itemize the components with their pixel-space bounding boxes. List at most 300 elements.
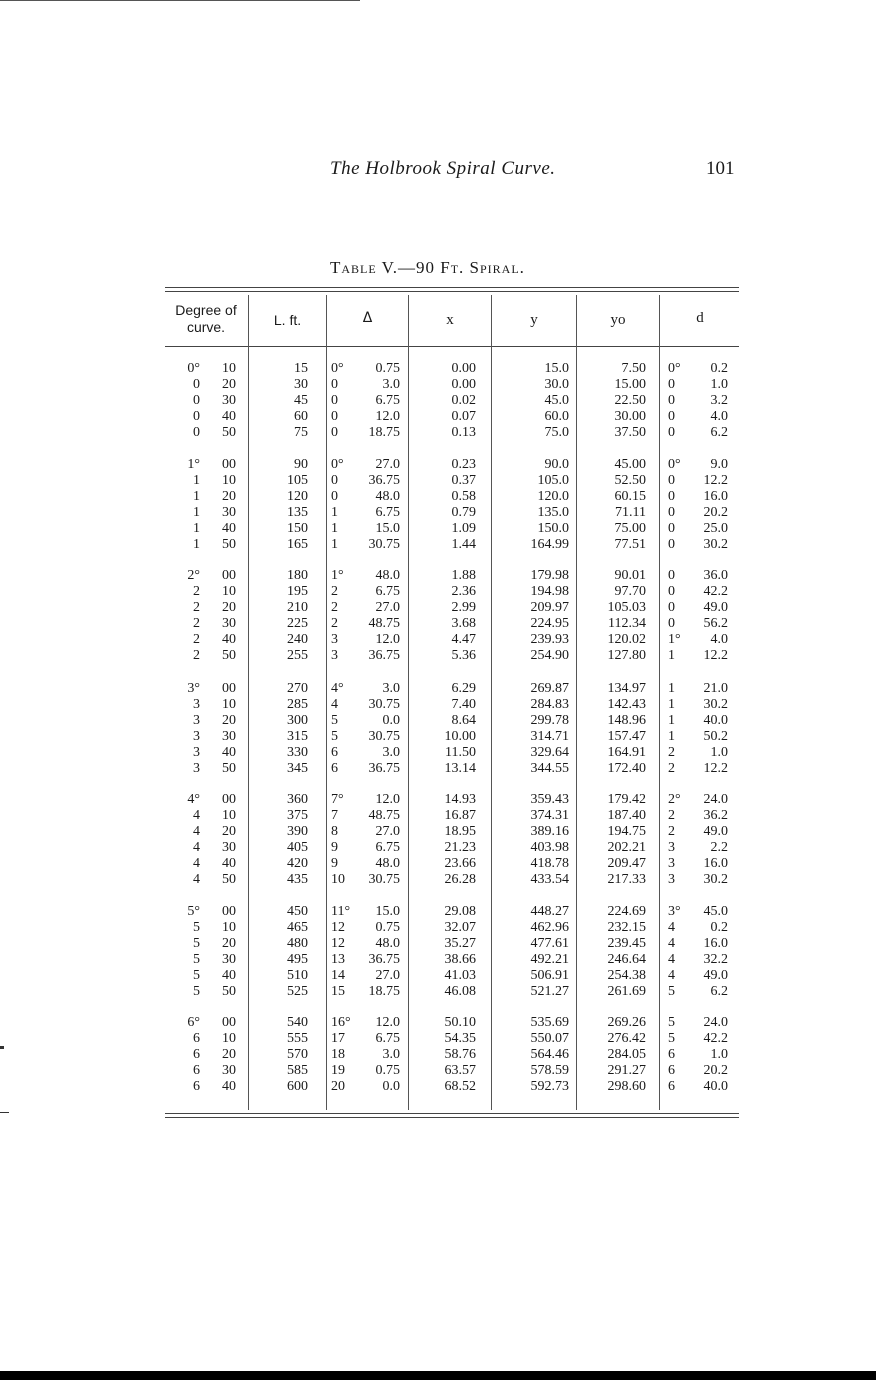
cell-delta-min: 0.75 xyxy=(375,1062,400,1078)
cell-d-deg: 0° xyxy=(668,361,681,376)
cell-x: 14.93 xyxy=(444,792,476,807)
cell-x: 50.10 xyxy=(444,1015,476,1030)
cell-y: 60.0 xyxy=(544,408,569,424)
cell-deg: 4 xyxy=(193,807,200,823)
cell-yo: 105.03 xyxy=(607,599,646,615)
cell-d-deg: 3 xyxy=(668,839,675,855)
cell-min: 20 xyxy=(222,1046,236,1062)
cell-d-min: 49.0 xyxy=(703,967,728,983)
cell-y: 179.98 xyxy=(530,568,569,583)
cell-deg: 0° xyxy=(187,361,200,376)
page-number: 101 xyxy=(706,158,735,179)
cell-d-min: 16.0 xyxy=(703,488,728,504)
cell-x: 1.09 xyxy=(451,520,476,536)
cell-delta-deg: 0 xyxy=(331,424,338,440)
cell-d-deg: 3 xyxy=(668,871,675,887)
cell-deg: 3 xyxy=(193,728,200,744)
cell-y: 105.0 xyxy=(537,472,569,488)
cell-d-deg: 6 xyxy=(668,1078,675,1094)
cell-L: 570 xyxy=(287,1046,308,1062)
cell-d-min: 16.0 xyxy=(703,855,728,871)
cell-deg: 2° xyxy=(187,568,200,583)
cell-d-deg: 5 xyxy=(668,1015,675,1030)
cell-delta-deg: 1 xyxy=(331,520,338,536)
cell-min: 50 xyxy=(222,536,236,552)
cell-deg: 0 xyxy=(193,392,200,408)
cell-yo: 97.70 xyxy=(614,583,646,599)
cell-delta-min: 6.75 xyxy=(375,839,400,855)
cell-x: 0.02 xyxy=(451,392,476,408)
cell-d-min: 42.2 xyxy=(703,1030,728,1046)
cell-d-min: 3.2 xyxy=(710,392,728,408)
table-top-rule-2 xyxy=(165,291,739,292)
cell-min: 10 xyxy=(222,583,236,599)
cell-L: 195 xyxy=(287,583,308,599)
cell-y: 329.64 xyxy=(530,744,569,760)
cell-x: 38.66 xyxy=(444,951,476,967)
column-divider xyxy=(248,295,249,1110)
cell-x: 41.03 xyxy=(444,967,476,983)
cell-delta-min: 0.75 xyxy=(375,919,400,935)
cell-L: 315 xyxy=(287,728,308,744)
cell-L: 345 xyxy=(287,760,308,776)
cell-d-min: 49.0 xyxy=(703,599,728,615)
cell-yo: 276.42 xyxy=(607,1030,646,1046)
cell-d-min: 1.0 xyxy=(710,744,728,760)
cell-L: 450 xyxy=(287,904,308,919)
cell-deg: 6 xyxy=(193,1046,200,1062)
cell-d-deg: 0° xyxy=(668,457,681,472)
cell-delta-min: 27.0 xyxy=(375,599,400,615)
cell-x: 8.64 xyxy=(451,712,476,728)
cell-deg: 3 xyxy=(193,744,200,760)
cell-yo: 75.00 xyxy=(614,520,646,536)
cell-d-min: 20.2 xyxy=(703,504,728,520)
cell-y: 75.0 xyxy=(544,424,569,440)
cell-L: 390 xyxy=(287,823,308,839)
cell-delta-deg: 12 xyxy=(331,919,345,935)
cell-x: 0.07 xyxy=(451,408,476,424)
cell-delta-min: 48.0 xyxy=(375,488,400,504)
cell-min: 40 xyxy=(222,744,236,760)
cell-d-deg: 2 xyxy=(668,807,675,823)
cell-d-min: 32.2 xyxy=(703,951,728,967)
cell-x: 26.28 xyxy=(444,871,476,887)
cell-y: 15.0 xyxy=(544,361,569,376)
cell-delta-deg: 10 xyxy=(331,871,345,887)
cell-yo: 52.50 xyxy=(614,472,646,488)
cell-yo: 142.43 xyxy=(607,696,646,712)
cell-yo: 254.38 xyxy=(607,967,646,983)
cell-L: 525 xyxy=(287,983,308,999)
cell-L: 45 xyxy=(294,392,308,408)
cell-min: 00 xyxy=(222,457,236,472)
cell-min: 30 xyxy=(222,504,236,520)
cell-x: 0.00 xyxy=(451,361,476,376)
cell-min: 50 xyxy=(222,647,236,663)
cell-d-min: 30.2 xyxy=(703,536,728,552)
cell-y: 359.43 xyxy=(530,792,569,807)
cell-delta-min: 3.0 xyxy=(382,681,400,696)
cell-d-deg: 5 xyxy=(668,1030,675,1046)
cell-y: 164.99 xyxy=(530,536,569,552)
cell-delta-deg: 2 xyxy=(331,615,338,631)
cell-y: 578.59 xyxy=(530,1062,569,1078)
cell-L: 240 xyxy=(287,631,308,647)
cell-delta-min: 0.0 xyxy=(382,712,400,728)
cell-y: 150.0 xyxy=(537,520,569,536)
cell-d-deg: 0 xyxy=(668,424,675,440)
cell-x: 63.57 xyxy=(444,1062,476,1078)
cell-delta-deg: 12 xyxy=(331,935,345,951)
cell-min: 50 xyxy=(222,760,236,776)
cell-yo: 172.40 xyxy=(607,760,646,776)
cell-delta-deg: 8 xyxy=(331,823,338,839)
cell-yo: 232.15 xyxy=(607,919,646,935)
cell-x: 18.95 xyxy=(444,823,476,839)
cell-d-min: 40.0 xyxy=(703,1078,728,1094)
cell-yo: 246.64 xyxy=(607,951,646,967)
cell-delta-deg: 15 xyxy=(331,983,345,999)
cell-d-deg: 0 xyxy=(668,472,675,488)
cell-delta-deg: 9 xyxy=(331,839,338,855)
cell-x: 1.88 xyxy=(451,568,476,583)
cell-delta-deg: 0 xyxy=(331,376,338,392)
cell-d-deg: 2 xyxy=(668,744,675,760)
cell-d-deg: 1 xyxy=(668,728,675,744)
cell-d-min: 20.2 xyxy=(703,1062,728,1078)
cell-d-deg: 0 xyxy=(668,599,675,615)
cell-L: 90 xyxy=(294,457,308,472)
header-d: d xyxy=(696,310,704,326)
cell-delta-deg: 0 xyxy=(331,392,338,408)
cell-min: 50 xyxy=(222,871,236,887)
cell-delta-min: 0.0 xyxy=(382,1078,400,1094)
cell-d-deg: 5 xyxy=(668,983,675,999)
cell-y: 254.90 xyxy=(530,647,569,663)
cell-x: 0.79 xyxy=(451,504,476,520)
cell-y: 344.55 xyxy=(530,760,569,776)
cell-y: 506.91 xyxy=(530,967,569,983)
cell-x: 29.08 xyxy=(444,904,476,919)
cell-deg: 6 xyxy=(193,1062,200,1078)
cell-min: 10 xyxy=(222,807,236,823)
cell-y: 433.54 xyxy=(530,871,569,887)
cell-delta-min: 27.0 xyxy=(375,823,400,839)
cell-min: 00 xyxy=(222,681,236,696)
cell-yo: 269.26 xyxy=(607,1015,646,1030)
cell-yo: 37.50 xyxy=(614,424,646,440)
cell-yo: 194.75 xyxy=(607,823,646,839)
cell-delta-min: 3.0 xyxy=(382,1046,400,1062)
cell-d-deg: 1 xyxy=(668,712,675,728)
cell-delta-min: 48.75 xyxy=(368,615,400,631)
cell-delta-deg: 14 xyxy=(331,967,345,983)
cell-d-min: 1.0 xyxy=(710,1046,728,1062)
cell-delta-deg: 1 xyxy=(331,536,338,552)
table-title-prefix: Table V. xyxy=(330,258,398,277)
cell-d-min: 21.0 xyxy=(703,681,728,696)
column-divider xyxy=(659,295,660,1110)
cell-delta-deg: 4° xyxy=(331,681,344,696)
cell-d-min: 56.2 xyxy=(703,615,728,631)
cell-min: 10 xyxy=(222,361,236,376)
cell-min: 40 xyxy=(222,631,236,647)
cell-L: 105 xyxy=(287,472,308,488)
cell-delta-min: 30.75 xyxy=(368,871,400,887)
cell-d-min: 6.2 xyxy=(710,424,728,440)
cell-delta-min: 6.75 xyxy=(375,392,400,408)
cell-yo: 164.91 xyxy=(607,744,646,760)
cell-deg: 5 xyxy=(193,983,200,999)
cell-y: 477.61 xyxy=(530,935,569,951)
cell-x: 2.36 xyxy=(451,583,476,599)
cell-min: 50 xyxy=(222,424,236,440)
cell-d-min: 12.2 xyxy=(703,760,728,776)
cell-d-min: 25.0 xyxy=(703,520,728,536)
cell-d-min: 49.0 xyxy=(703,823,728,839)
cell-yo: 239.45 xyxy=(607,935,646,951)
cell-delta-deg: 11° xyxy=(331,904,351,919)
cell-L: 495 xyxy=(287,951,308,967)
cell-delta-min: 6.75 xyxy=(375,504,400,520)
cell-d-deg: 1 xyxy=(668,681,675,696)
cell-yo: 209.47 xyxy=(607,855,646,871)
cell-L: 270 xyxy=(287,681,308,696)
cell-L: 540 xyxy=(287,1015,308,1030)
cell-deg: 1 xyxy=(193,488,200,504)
cell-d-deg: 0 xyxy=(668,376,675,392)
header-yo: yo xyxy=(610,312,626,328)
cell-L: 210 xyxy=(287,599,308,615)
cell-deg: 1 xyxy=(193,472,200,488)
cell-delta-deg: 0 xyxy=(331,472,338,488)
cell-yo: 127.80 xyxy=(607,647,646,663)
cell-x: 54.35 xyxy=(444,1030,476,1046)
cell-delta-deg: 7° xyxy=(331,792,344,807)
cell-yo: 224.69 xyxy=(607,904,646,919)
cell-d-deg: 1 xyxy=(668,696,675,712)
cell-d-deg: 1 xyxy=(668,647,675,663)
cell-delta-min: 48.75 xyxy=(368,807,400,823)
cell-y: 403.98 xyxy=(530,839,569,855)
cell-deg: 2 xyxy=(193,615,200,631)
cell-min: 30 xyxy=(222,839,236,855)
cell-min: 00 xyxy=(222,904,236,919)
cell-yo: 90.01 xyxy=(614,568,646,583)
cell-delta-min: 30.75 xyxy=(368,728,400,744)
cell-yo: 120.02 xyxy=(607,631,646,647)
cell-min: 20 xyxy=(222,376,236,392)
header-x: x xyxy=(446,312,454,328)
cell-delta-deg: 9 xyxy=(331,855,338,871)
cell-y: 389.16 xyxy=(530,823,569,839)
cell-d-min: 2.2 xyxy=(710,839,728,855)
cell-delta-min: 18.75 xyxy=(368,424,400,440)
cell-d-min: 30.2 xyxy=(703,696,728,712)
cell-L: 510 xyxy=(287,967,308,983)
cell-L: 405 xyxy=(287,839,308,855)
table-title xyxy=(330,258,525,278)
cell-yo: 15.00 xyxy=(614,376,646,392)
cell-L: 420 xyxy=(287,855,308,871)
cell-deg: 2 xyxy=(193,583,200,599)
cell-deg: 5 xyxy=(193,935,200,951)
cell-d-min: 4.0 xyxy=(710,408,728,424)
cell-yo: 179.42 xyxy=(607,792,646,807)
cell-d-min: 0.2 xyxy=(710,361,728,376)
cell-yo: 291.27 xyxy=(607,1062,646,1078)
cell-delta-deg: 5 xyxy=(331,712,338,728)
cell-d-deg: 0 xyxy=(668,392,675,408)
cell-delta-deg: 17 xyxy=(331,1030,345,1046)
cell-x: 21.23 xyxy=(444,839,476,855)
cell-y: 239.93 xyxy=(530,631,569,647)
cell-deg: 6 xyxy=(193,1030,200,1046)
cell-x: 46.08 xyxy=(444,983,476,999)
table-top-rule-1 xyxy=(165,287,739,288)
cell-y: 269.87 xyxy=(530,681,569,696)
cell-L: 330 xyxy=(287,744,308,760)
cell-deg: 5 xyxy=(193,951,200,967)
column-divider xyxy=(408,295,409,1110)
cell-delta-min: 12.0 xyxy=(375,408,400,424)
cell-yo: 217.33 xyxy=(607,871,646,887)
cell-deg: 1° xyxy=(187,457,200,472)
cell-y: 535.69 xyxy=(530,1015,569,1030)
cell-L: 600 xyxy=(287,1078,308,1094)
cell-x: 16.87 xyxy=(444,807,476,823)
cell-x: 3.68 xyxy=(451,615,476,631)
cell-delta-deg: 5 xyxy=(331,728,338,744)
cell-delta-min: 18.75 xyxy=(368,983,400,999)
cell-delta-deg: 1° xyxy=(331,568,344,583)
cell-yo: 261.69 xyxy=(607,983,646,999)
cell-d-deg: 2° xyxy=(668,792,681,807)
cell-L: 435 xyxy=(287,871,308,887)
cell-yo: 202.21 xyxy=(607,839,646,855)
cell-delta-deg: 7 xyxy=(331,807,338,823)
cell-min: 00 xyxy=(222,1015,236,1030)
cell-d-deg: 6 xyxy=(668,1062,675,1078)
cell-min: 40 xyxy=(222,855,236,871)
cell-min: 00 xyxy=(222,792,236,807)
cell-deg: 0 xyxy=(193,424,200,440)
cell-d-min: 36.2 xyxy=(703,807,728,823)
cell-delta-min: 3.0 xyxy=(382,376,400,392)
cell-min: 20 xyxy=(222,712,236,728)
cell-d-min: 1.0 xyxy=(710,376,728,392)
cell-delta-min: 30.75 xyxy=(368,536,400,552)
cell-delta-deg: 1 xyxy=(331,504,338,520)
cell-yo: 298.60 xyxy=(607,1078,646,1094)
cell-L: 30 xyxy=(294,376,308,392)
cell-x: 35.27 xyxy=(444,935,476,951)
cell-deg: 1 xyxy=(193,536,200,552)
cell-d-min: 24.0 xyxy=(703,792,728,807)
cell-yo: 45.00 xyxy=(614,457,646,472)
cell-min: 40 xyxy=(222,967,236,983)
top-edge-rule xyxy=(0,0,360,1)
cell-d-deg: 6 xyxy=(668,1046,675,1062)
cell-delta-deg: 18 xyxy=(331,1046,345,1062)
cell-delta-min: 15.0 xyxy=(375,520,400,536)
cell-d-deg: 3 xyxy=(668,855,675,871)
cell-deg: 5 xyxy=(193,967,200,983)
cell-x: 0.13 xyxy=(451,424,476,440)
cell-d-deg: 2 xyxy=(668,823,675,839)
cell-delta-deg: 0° xyxy=(331,361,344,376)
cell-y: 564.46 xyxy=(530,1046,569,1062)
cell-L: 135 xyxy=(287,504,308,520)
cell-deg: 4 xyxy=(193,855,200,871)
cell-x: 0.37 xyxy=(451,472,476,488)
cell-min: 10 xyxy=(222,696,236,712)
cell-y: 120.0 xyxy=(537,488,569,504)
cell-delta-min: 12.0 xyxy=(375,792,400,807)
cell-delta-deg: 3 xyxy=(331,647,338,663)
cell-d-min: 6.2 xyxy=(710,983,728,999)
table-title-suffix: —90 Ft. Spiral. xyxy=(398,258,525,277)
cell-d-deg: 0 xyxy=(668,615,675,631)
cell-d-deg: 0 xyxy=(668,583,675,599)
cell-d-min: 50.2 xyxy=(703,728,728,744)
cell-min: 30 xyxy=(222,728,236,744)
cell-x: 0.58 xyxy=(451,488,476,504)
header-bottom-rule xyxy=(165,346,739,347)
cell-delta-deg: 13 xyxy=(331,951,345,967)
column-divider xyxy=(491,295,492,1110)
cell-min: 30 xyxy=(222,392,236,408)
cell-delta-deg: 4 xyxy=(331,696,338,712)
cell-x: 58.76 xyxy=(444,1046,476,1062)
cell-d-min: 4.0 xyxy=(710,631,728,647)
cell-delta-min: 3.0 xyxy=(382,744,400,760)
header-delta: Δ xyxy=(362,310,373,326)
cell-y: 284.83 xyxy=(530,696,569,712)
cell-min: 30 xyxy=(222,615,236,631)
cell-d-deg: 0 xyxy=(668,408,675,424)
cell-d-deg: 2 xyxy=(668,760,675,776)
cell-y: 492.21 xyxy=(530,951,569,967)
running-head: The Holbrook Spiral Curve. xyxy=(330,158,556,179)
cell-d-min: 12.2 xyxy=(703,472,728,488)
cell-delta-deg: 0 xyxy=(331,488,338,504)
cell-deg: 3° xyxy=(187,681,200,696)
cell-x: 0.23 xyxy=(451,457,476,472)
cell-delta-deg: 20 xyxy=(331,1078,345,1094)
cell-min: 10 xyxy=(222,1030,236,1046)
cell-d-deg: 3° xyxy=(668,904,681,919)
cell-min: 00 xyxy=(222,568,236,583)
cell-L: 375 xyxy=(287,807,308,823)
cell-y: 550.07 xyxy=(530,1030,569,1046)
cell-d-min: 36.0 xyxy=(703,568,728,583)
cell-d-deg: 4 xyxy=(668,967,675,983)
cell-d-deg: 0 xyxy=(668,520,675,536)
header-y: y xyxy=(530,312,538,328)
cell-delta-min: 36.75 xyxy=(368,951,400,967)
column-divider xyxy=(576,295,577,1110)
cell-x: 13.14 xyxy=(444,760,476,776)
cell-yo: 7.50 xyxy=(621,361,646,376)
cell-d-min: 24.0 xyxy=(703,1015,728,1030)
cell-yo: 112.34 xyxy=(608,615,646,631)
cell-y: 374.31 xyxy=(530,807,569,823)
cell-delta-min: 15.0 xyxy=(375,904,400,919)
cell-min: 30 xyxy=(222,951,236,967)
cell-d-min: 42.2 xyxy=(703,583,728,599)
